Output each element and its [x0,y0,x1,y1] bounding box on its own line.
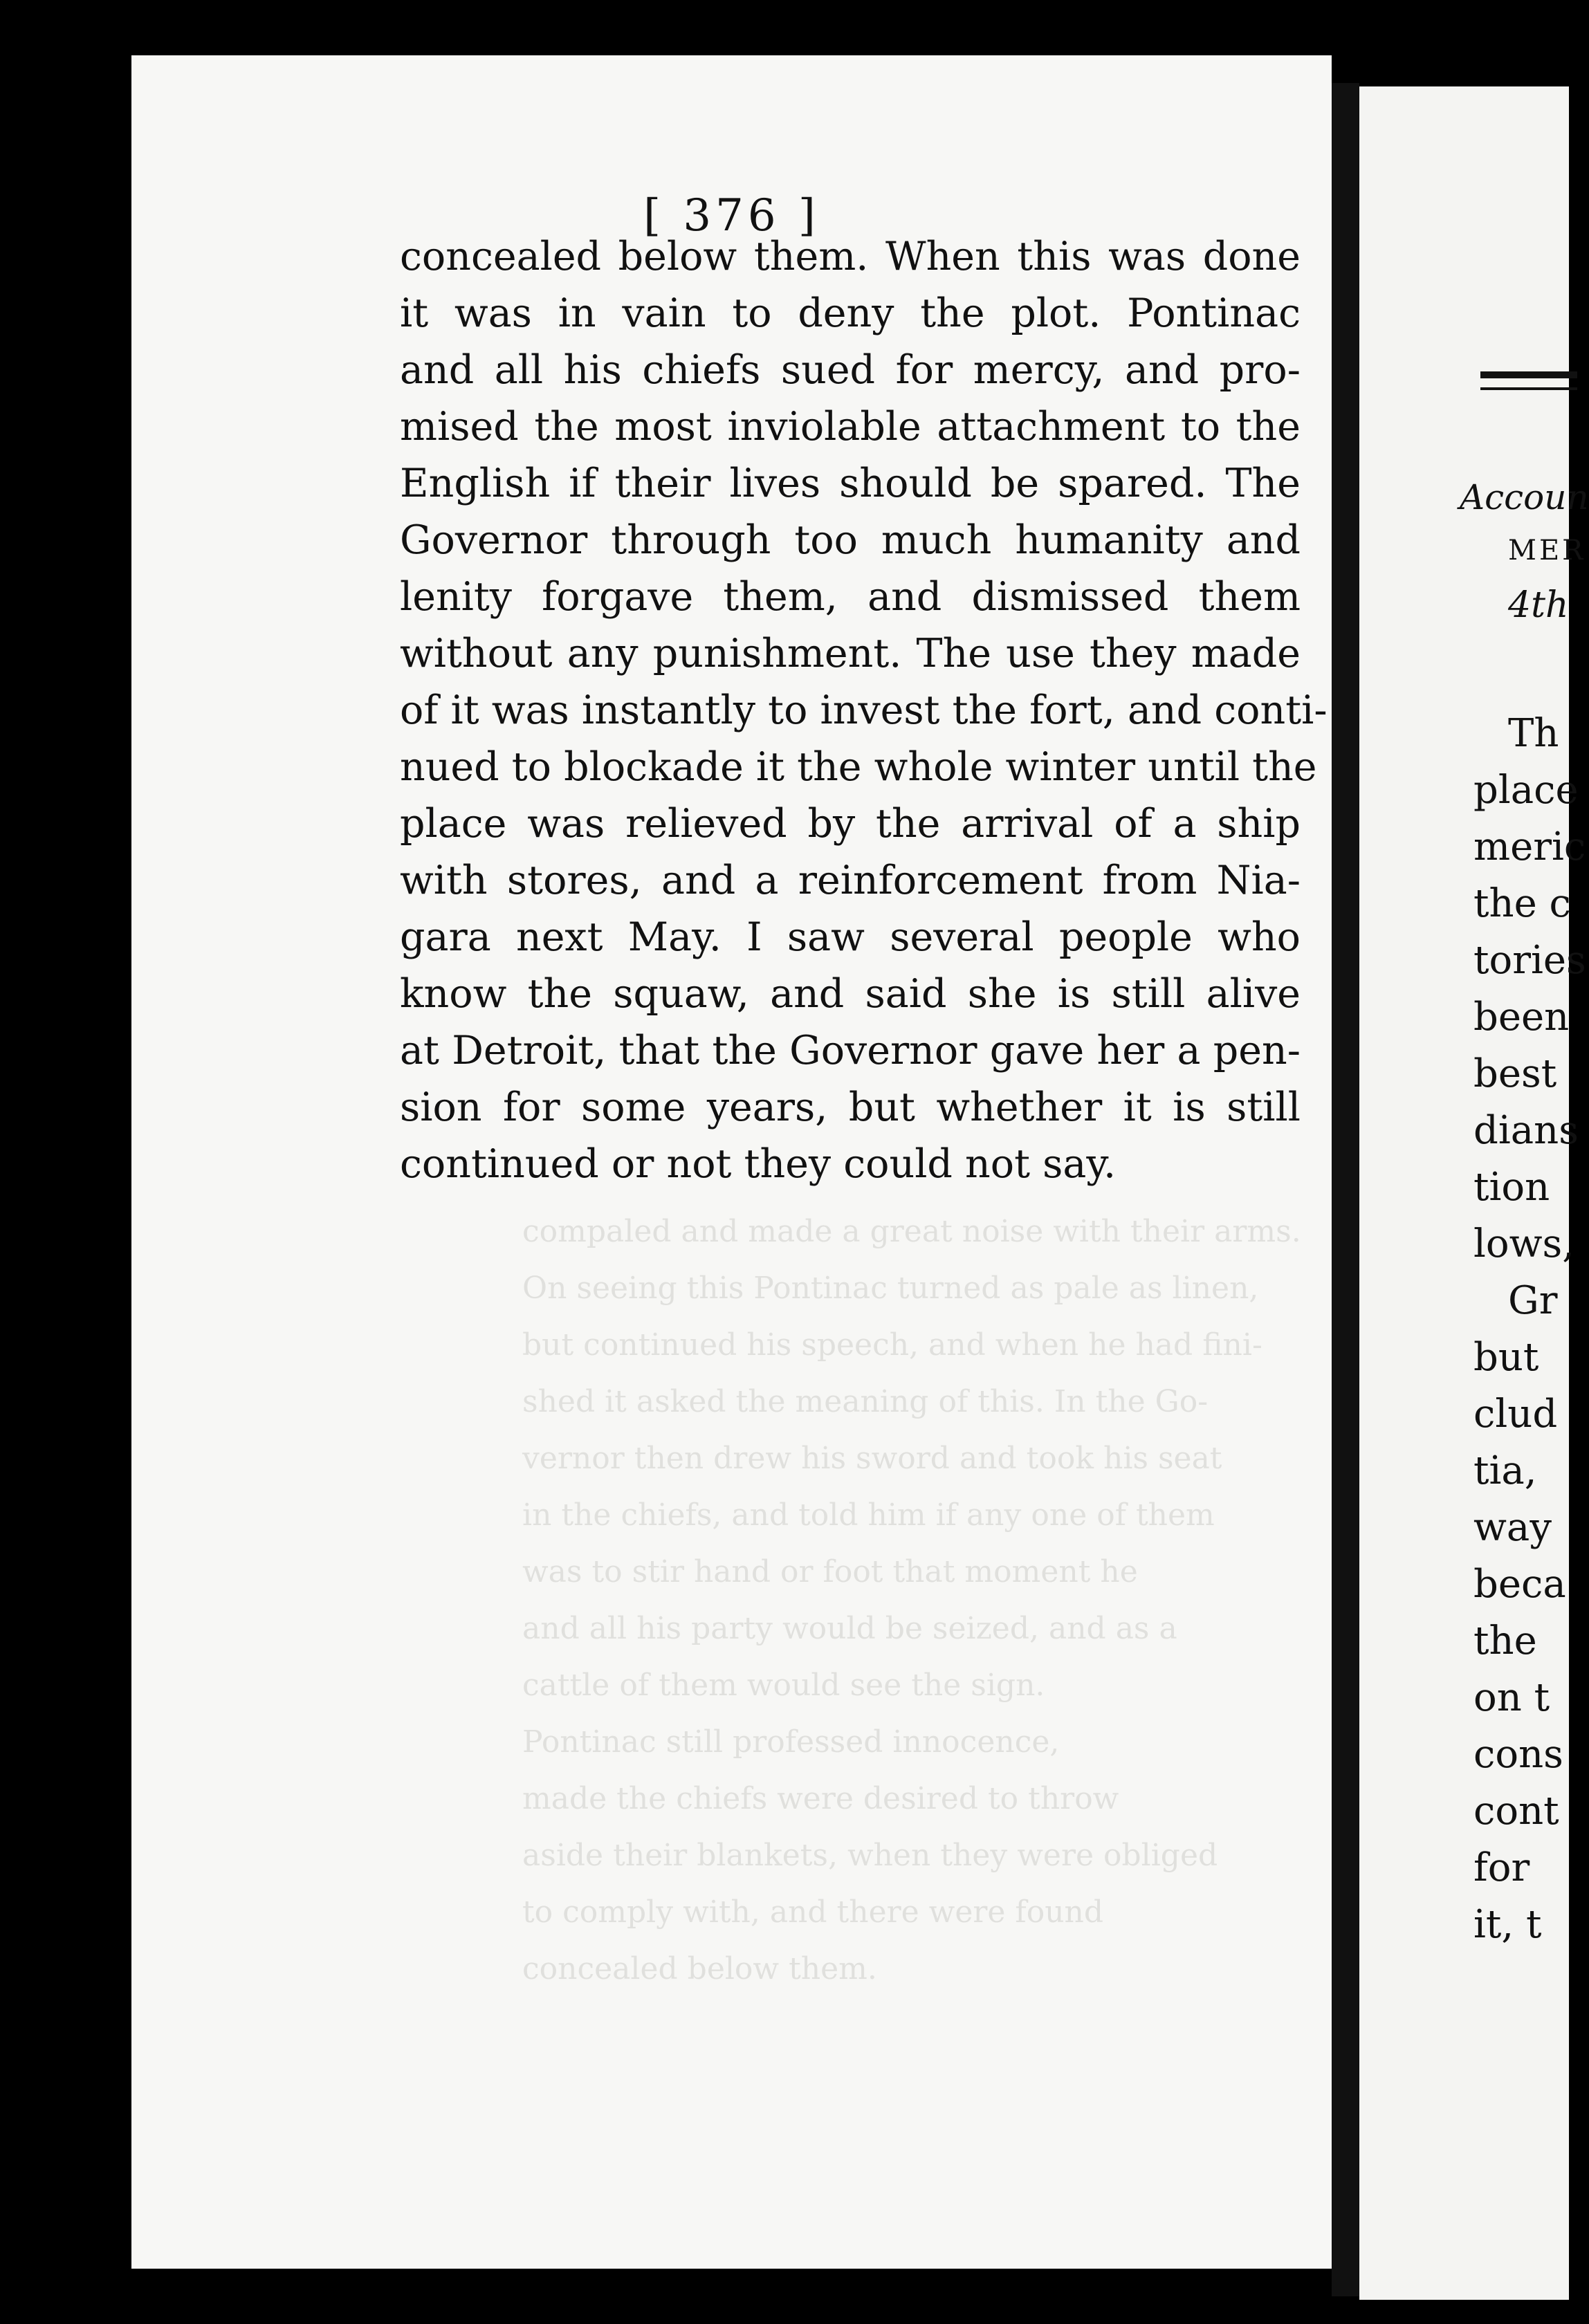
text-line: way [1473,1505,1552,1550]
text-line: for [1473,1845,1530,1890]
text-line: lenity forgave them, and dismissed them [400,574,1301,620]
text-line: beca [1473,1562,1566,1607]
text-line: nued to blockade it the whole winter until the [400,744,1317,790]
text-line: but [1473,1335,1539,1380]
text-line: know the squaw, and said she is still alive [400,971,1301,1017]
rule-divider [1480,371,1577,378]
text-line: the c [1473,881,1571,926]
bleed-line: Pontinac still professed innocence, [522,1724,1060,1760]
text-line: concealed below them. When this was done [400,234,1301,279]
text-line: without any punishment. The use they made [400,631,1301,676]
text-line: the [1473,1618,1537,1663]
body-text [400,228,1328,1192]
text-line: meric [1473,824,1586,869]
bleed-line: made the chiefs were desired to throw [522,1781,1119,1816]
right-page [1359,86,1589,2300]
bleed-line: vernor then drew his sword and took his seat [522,1441,1222,1476]
text-line: lows, [1473,1221,1575,1266]
bleed-line: aside their blankets, when they were obliged [522,1838,1218,1873]
right-page-subtitle: MER [1508,535,1586,566]
text-line: continued or not they could not say. [400,1141,1117,1187]
bleed-line: was to stir hand or foot that moment he [522,1554,1138,1589]
bleed-line: and all his party would be seized, and as a [522,1611,1177,1646]
text-line: Gr [1508,1278,1558,1323]
text-line: place was relieved by the arrival of a ship [400,801,1301,847]
text-line: with stores, and a reinforcement from Nia- [400,858,1301,903]
rule-divider [1480,387,1577,390]
text-line: English if their lives should be spared. The [400,461,1301,506]
bleed-through-text [522,1204,1429,1998]
text-line: best [1473,1051,1557,1096]
bleed-line: but continued his speech, and when he had fini- [522,1327,1262,1363]
right-page-subtitle: 4th [1508,584,1569,626]
page-gutter [1332,83,1359,2296]
text-line: it, t [1473,1902,1542,1947]
text-line: tia, [1473,1448,1537,1493]
text-line: dians [1473,1108,1579,1153]
right-page-text [1473,706,1586,1953]
bleed-line: cattle of them would see the sign. [522,1668,1045,1703]
text-line: tion [1473,1165,1550,1210]
right-page-title: Accoun [1460,477,1589,517]
text-line: cont [1473,1789,1559,1834]
text-line: gara next May. I saw several people who [400,914,1301,960]
bleed-line: shed it asked the meaning of this. In the Go- [522,1384,1209,1419]
text-line: clud [1473,1392,1558,1437]
bleed-line: to comply with, and there were found [522,1894,1104,1930]
text-line: cons [1473,1732,1563,1777]
text-line: of it was instantly to invest the fort, and conti- [400,688,1328,733]
text-line: Th [1508,711,1559,756]
bleed-line: in the chiefs, and told him if any one of them [522,1497,1215,1533]
text-line: on t [1473,1675,1550,1720]
text-line: at Detroit, that the Governor gave her a pen- [400,1028,1301,1073]
text-line: Governor through too much humanity and [400,517,1301,563]
bleed-line: On seeing this Pontinac turned as pale as linen, [522,1271,1259,1306]
text-line: place [1473,768,1579,813]
text-line: tories [1473,938,1586,983]
page-header: [ 376 ] [643,190,820,241]
bleed-line: concealed below them. [522,1951,877,1986]
text-line: been [1473,995,1570,1040]
text-line: and all his chiefs sued for mercy, and pro- [400,347,1301,393]
left-page [131,55,1332,2269]
text-line: sion for some years, but whether it is still [400,1085,1301,1130]
text-line: mised the most inviolable attachment to the [400,404,1301,450]
bleed-line: compaled and made a great noise with their arms. [522,1214,1301,1249]
text-line: it was in vain to deny the plot. Pontinac [400,290,1301,336]
